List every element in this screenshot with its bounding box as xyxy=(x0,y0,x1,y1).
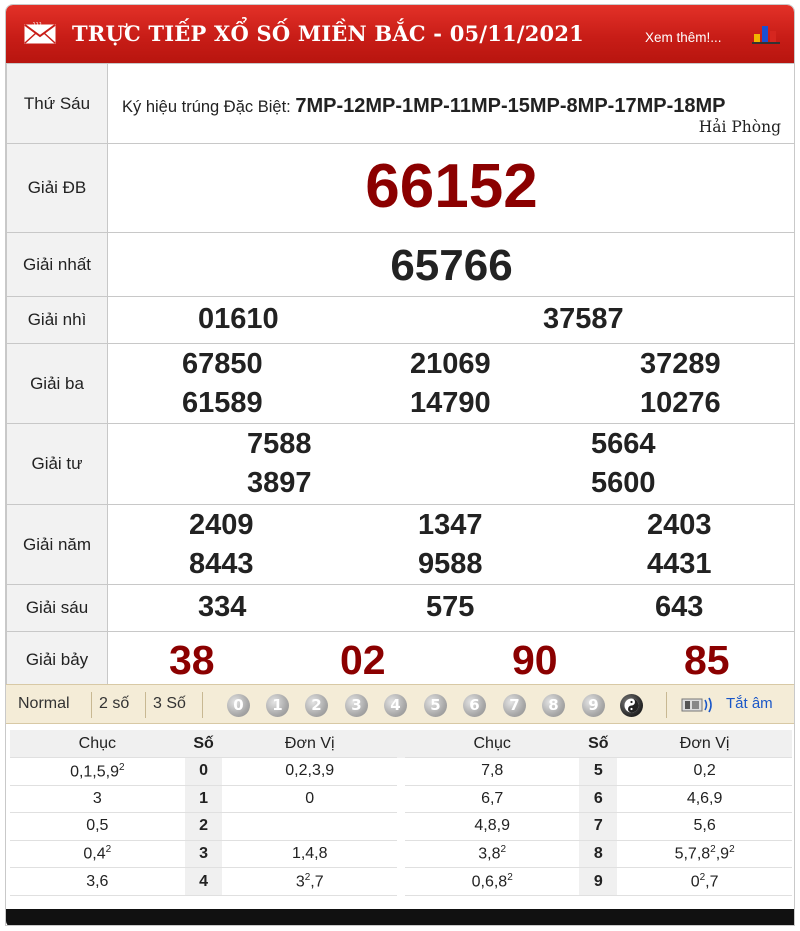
third-prize-cell xyxy=(108,344,796,424)
prize-label: Giải nhất xyxy=(7,233,108,297)
mute-toggle[interactable]: Tắt âm xyxy=(726,695,773,712)
tens-cell: 0,6,8 xyxy=(471,873,508,891)
column-header: Số xyxy=(579,730,617,758)
head-digit: 5 xyxy=(579,758,617,786)
prize-number: 10276 xyxy=(640,387,721,419)
prize-number: 90 xyxy=(512,637,558,683)
prize-number: 21069 xyxy=(410,348,491,380)
head-digit: 8 xyxy=(579,841,617,869)
prize-number: 1347 xyxy=(418,509,483,541)
mail-icon xyxy=(24,22,56,44)
seventh-prize-cell xyxy=(108,632,796,689)
prize-number: 85 xyxy=(684,637,730,683)
prize-number: 2403 xyxy=(647,509,712,541)
table-row xyxy=(10,758,792,786)
count-superscript: 2 xyxy=(500,844,507,856)
column-header: Chục xyxy=(10,730,185,758)
prize-label: Giải bảy xyxy=(7,632,108,689)
prize-label: Giải ba xyxy=(7,344,108,424)
prize-number: 5664 xyxy=(591,428,656,460)
units-cell: 5,6 xyxy=(617,813,792,841)
prize-number: 9588 xyxy=(418,548,483,580)
head-digit: 1 xyxy=(185,786,223,814)
count-superscript: 2 xyxy=(119,761,125,773)
display-toolbar xyxy=(6,684,795,724)
units-cell xyxy=(222,813,397,841)
yin-yang-icon[interactable] xyxy=(620,694,643,717)
digit-filter-button[interactable]: 2 xyxy=(305,694,328,717)
svg-text:333: 333 xyxy=(32,22,42,27)
tens-cell: 0,1,5,9 xyxy=(70,762,119,780)
column-header: Số xyxy=(185,730,223,758)
first-prize-cell xyxy=(108,233,796,297)
tens-cell: 0,4 xyxy=(83,845,106,863)
table-row xyxy=(10,813,792,841)
tens-cell: 3 xyxy=(10,786,185,814)
prize-label: Giải nhì xyxy=(7,297,108,344)
see-more-link[interactable]: Xem thêm!... xyxy=(645,30,722,45)
prize-label: Giải năm xyxy=(7,505,108,585)
units-cell: 0,2 xyxy=(617,758,792,786)
table-row xyxy=(10,868,792,896)
bar-chart-icon[interactable] xyxy=(752,22,780,44)
special-code-label: Ký hiệu trúng Đặc Biệt: xyxy=(122,98,291,116)
units-cell: ,7 xyxy=(310,873,324,891)
loto-table xyxy=(10,730,792,896)
units-cell: 3 xyxy=(295,873,305,891)
prize-number: 14790 xyxy=(410,387,491,419)
prize-number: 4431 xyxy=(647,548,712,580)
weekday-label: Thứ Sáu xyxy=(7,64,108,144)
divider xyxy=(202,692,203,718)
prize-label: Giải tư xyxy=(7,424,108,505)
first-prize-number: 65766 xyxy=(390,241,513,290)
units-cell: 0 xyxy=(690,873,700,891)
units-cell: ,9 xyxy=(715,845,730,863)
head-digit: 3 xyxy=(185,841,223,869)
prize-number: 2409 xyxy=(189,509,254,541)
count-superscript: 2 xyxy=(507,872,513,883)
units-cell: 1,4,8 xyxy=(222,841,397,869)
prize-number: 61589 xyxy=(182,387,263,419)
tens-cell: 4,8,9 xyxy=(405,813,580,841)
digit-filter-button[interactable]: 9 xyxy=(582,694,605,717)
tens-cell: 7,8 xyxy=(405,758,580,786)
count-superscript: 2 xyxy=(710,844,716,856)
digit-filter-button[interactable]: 0 xyxy=(227,694,250,717)
sixth-prize-cell xyxy=(108,585,796,632)
count-superscript: 2 xyxy=(105,844,112,856)
results-header xyxy=(6,5,794,63)
units-cell: 0,2,3,9 xyxy=(222,758,397,786)
count-superscript: 2 xyxy=(304,872,311,883)
head-digit: 2 xyxy=(185,813,223,841)
digit-filter-button[interactable]: 3 xyxy=(345,694,368,717)
prize-number: 7588 xyxy=(247,428,312,460)
special-code-cell xyxy=(108,64,796,144)
special-prize-cell xyxy=(108,144,796,233)
prize-number: 8443 xyxy=(189,548,254,580)
head-digit: 0 xyxy=(185,758,223,786)
divider xyxy=(91,692,92,718)
head-digit: 9 xyxy=(579,868,617,896)
footer-bar xyxy=(6,909,795,926)
prize-table xyxy=(6,63,795,689)
prize-label: Giải ĐB xyxy=(7,144,108,233)
column-header: Đơn Vị xyxy=(222,730,397,758)
mode-3-digit-button[interactable]: 3 Số xyxy=(153,695,186,712)
prize-number: 575 xyxy=(426,591,475,623)
table-row xyxy=(10,786,792,814)
prize-number: 37289 xyxy=(640,348,721,380)
tens-cell: 6,7 xyxy=(405,786,580,814)
head-digit: 4 xyxy=(185,868,223,896)
prize-number: 3897 xyxy=(247,467,312,499)
count-superscript: 2 xyxy=(699,872,706,883)
speaker-icon[interactable] xyxy=(681,696,715,714)
special-code-value: 7MP-12MP-1MP-11MP-15MP-8MP-17MP-18MP xyxy=(295,95,726,117)
units-cell: 5,7,8 xyxy=(674,845,711,863)
units-cell: 0 xyxy=(222,786,397,814)
tens-cell: 3,8 xyxy=(478,845,501,863)
second-prize-cell xyxy=(108,297,796,344)
results-panel xyxy=(5,4,795,926)
mode-normal-button[interactable]: Normal xyxy=(18,695,70,712)
column-header: Chục xyxy=(405,730,580,758)
digit-filter-button[interactable]: 4 xyxy=(384,694,407,717)
tens-cell: 0,5 xyxy=(10,813,185,841)
prize-number: 67850 xyxy=(182,348,263,380)
head-digit: 6 xyxy=(579,786,617,814)
prize-number: 37587 xyxy=(543,303,624,335)
table-row xyxy=(10,841,792,869)
column-header: Đơn Vị xyxy=(617,730,792,758)
prize-number: 5600 xyxy=(591,467,656,499)
digit-filter-button[interactable]: 5 xyxy=(424,694,447,717)
digit-filter-button[interactable]: 6 xyxy=(463,694,486,717)
prize-label: Giải sáu xyxy=(7,585,108,632)
province-name: Hải Phòng xyxy=(698,118,781,136)
tens-cell: 3,6 xyxy=(10,868,185,896)
divider xyxy=(145,692,146,718)
count-superscript: 2 xyxy=(729,844,735,856)
units-cell: ,7 xyxy=(705,873,719,891)
page-title: TRỰC TIẾP XỔ SỐ MIỀN BẮC - 05/11/2021 xyxy=(72,21,584,46)
digit-filter-button[interactable]: 8 xyxy=(542,694,565,717)
special-prize-number: 66152 xyxy=(365,152,538,221)
prize-number: 02 xyxy=(340,637,386,683)
prize-number: 334 xyxy=(198,591,247,623)
prize-number: 643 xyxy=(655,591,704,623)
divider xyxy=(666,692,667,718)
head-digit: 7 xyxy=(579,813,617,841)
units-cell: 4,6,9 xyxy=(617,786,792,814)
prize-number: 01610 xyxy=(198,303,279,335)
digit-filter-button[interactable]: 1 xyxy=(266,694,289,717)
fifth-prize-cell xyxy=(108,505,796,585)
prize-number: 38 xyxy=(169,637,215,683)
fourth-prize-cell xyxy=(108,424,796,505)
digit-filter-button[interactable]: 7 xyxy=(503,694,526,717)
mode-2-digit-button[interactable]: 2 số xyxy=(99,695,130,712)
